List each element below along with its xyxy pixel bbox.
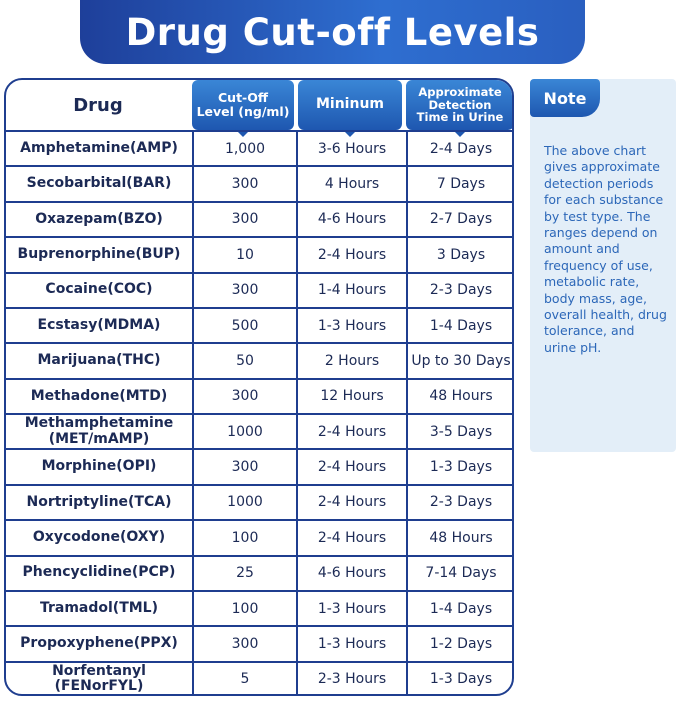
cell-cutoff: 100	[192, 592, 296, 625]
cell-detection: 3 Days	[406, 238, 514, 271]
cell-detection: 48 Hours	[406, 521, 514, 554]
header-cutoff	[192, 80, 294, 130]
drug-name	[52, 664, 146, 695]
drug-name-line: Marijuana(THC)	[37, 352, 161, 369]
cell-detection: 1-3 Days	[406, 663, 514, 696]
drug-name-line: Oxycodone(OXY)	[32, 529, 166, 546]
cell-detection: 1-4 Days	[406, 592, 514, 625]
drug-name	[20, 141, 178, 156]
table-row	[6, 201, 512, 236]
header-minimum	[298, 80, 402, 130]
table-row	[6, 448, 512, 483]
header-detection	[406, 80, 514, 130]
drug-name	[25, 416, 174, 447]
page-title: Drug Cut-off Levels	[125, 10, 540, 54]
drug-name-line: Propoxyphene(PPX)	[20, 635, 178, 652]
cell-drug	[6, 132, 192, 165]
drug-name-line: Norfentanyl	[52, 662, 146, 679]
drug-name	[35, 212, 163, 227]
table-row	[6, 378, 512, 413]
cell-drug	[6, 592, 192, 625]
cell-minimum: 2-4 Hours	[296, 486, 406, 519]
drug-name	[33, 530, 165, 545]
cell-detection: 2-3 Days	[406, 274, 514, 307]
drug-name-line: Methamphetamine	[24, 415, 174, 432]
cell-minimum: 1-4 Hours	[296, 274, 406, 307]
cell-minimum: 2-3 Hours	[296, 663, 406, 696]
cell-detection: 7-14 Days	[406, 557, 514, 590]
cell-minimum: 1-3 Hours	[296, 627, 406, 660]
drug-name	[27, 495, 172, 510]
cell-drug	[6, 344, 192, 377]
cell-detection: 7 Days	[406, 167, 514, 200]
note-box	[530, 79, 676, 452]
table-row	[6, 236, 512, 271]
drug-name-line: Cocaine(COC)	[45, 281, 153, 298]
cell-drug	[6, 167, 192, 200]
cell-detection: 1-4 Days	[406, 309, 514, 342]
cell-minimum: 2 Hours	[296, 344, 406, 377]
drug-name-line: Methadone(MTD)	[30, 387, 168, 404]
table-row	[6, 484, 512, 519]
cell-detection: 48 Hours	[406, 380, 514, 413]
header-detection-line-1: Approximate	[418, 85, 502, 100]
cell-detection: 3-5 Days	[406, 415, 514, 448]
cell-minimum: 4-6 Hours	[296, 203, 406, 236]
cell-detection: 1-3 Days	[406, 450, 514, 483]
table-row	[6, 590, 512, 625]
table-row	[6, 307, 512, 342]
drug-name	[27, 176, 172, 191]
cell-cutoff: 300	[192, 167, 296, 200]
drug-name-line: Oxazepam(BZO)	[35, 210, 163, 227]
cell-cutoff: 1000	[192, 415, 296, 448]
cell-minimum: 1-3 Hours	[296, 592, 406, 625]
cell-drug	[6, 274, 192, 307]
cell-cutoff: 10	[192, 238, 296, 271]
drug-name	[45, 282, 152, 297]
drug-name	[23, 565, 176, 580]
cell-drug	[6, 238, 192, 271]
header-minimum-label: Mininum	[315, 96, 385, 113]
cell-cutoff: 300	[192, 450, 296, 483]
drug-name-line: Amphetamine(AMP)	[20, 139, 178, 156]
cell-drug	[6, 309, 192, 342]
title-banner	[80, 0, 585, 64]
cell-drug	[6, 557, 192, 590]
drug-name	[42, 459, 157, 474]
cell-minimum: 2-4 Hours	[296, 238, 406, 271]
cell-drug	[6, 486, 192, 519]
drug-name	[20, 636, 178, 651]
table-row	[6, 413, 512, 448]
cell-detection: 2-7 Days	[406, 203, 514, 236]
drug-name	[40, 601, 158, 616]
table-row	[6, 625, 512, 660]
drug-name	[31, 389, 168, 404]
cell-detection: Up to 30 Days	[406, 344, 514, 377]
cell-cutoff: 1,000	[192, 132, 296, 165]
table-row	[6, 555, 512, 590]
cell-minimum: 3-6 Hours	[296, 132, 406, 165]
cell-cutoff: 300	[192, 627, 296, 660]
cell-detection: 2-3 Days	[406, 486, 514, 519]
drug-name-line: (FENorFYL)	[54, 678, 144, 695]
table-row	[6, 165, 512, 200]
cell-cutoff: 300	[192, 203, 296, 236]
cell-cutoff: 100	[192, 521, 296, 554]
note-label: Note	[530, 79, 600, 117]
cell-detection: 1-2 Days	[406, 627, 514, 660]
cell-minimum: 2-4 Hours	[296, 450, 406, 483]
drug-name-line: Morphine(OPI)	[41, 458, 157, 475]
drug-name-line: Buprenorphine(BUP)	[17, 246, 181, 263]
cell-drug	[6, 663, 192, 696]
cell-cutoff: 25	[192, 557, 296, 590]
drug-name-line: Phencyclidine(PCP)	[22, 564, 176, 581]
cell-drug	[6, 203, 192, 236]
cell-cutoff: 500	[192, 309, 296, 342]
header-cutoff-line-1: Cut-Off	[218, 90, 268, 106]
cell-drug	[6, 415, 192, 448]
table-row	[6, 272, 512, 307]
drug-name-line: Tramadol(TML)	[39, 599, 159, 616]
cell-cutoff: 300	[192, 380, 296, 413]
drug-table	[4, 78, 514, 696]
table-row	[6, 130, 512, 165]
cell-cutoff: 1000	[192, 486, 296, 519]
table-row	[6, 519, 512, 554]
cell-drug	[6, 380, 192, 413]
cell-drug	[6, 627, 192, 660]
note-text: The above chart gives approximate detection periods for each substance by test type. The ranges depend on amount and frequency of use, metabolic rate, body mass, age, overall health, drug tolerance, and urine pH.	[544, 143, 667, 355]
cell-minimum: 4-6 Hours	[296, 557, 406, 590]
drug-name-line: Ecstasy(MDMA)	[37, 316, 161, 333]
cell-drug	[6, 450, 192, 483]
cell-minimum: 4 Hours	[296, 167, 406, 200]
drug-name-line: Secobarbital(BAR)	[26, 175, 172, 192]
header-cutoff-line-2: Level (ng/ml)	[196, 104, 290, 119]
drug-name	[38, 318, 161, 333]
cell-minimum: 12 Hours	[296, 380, 406, 413]
cell-minimum: 2-4 Hours	[296, 415, 406, 448]
drug-name-line: Nortriptyline(TCA)	[26, 493, 172, 510]
cell-drug	[6, 521, 192, 554]
drug-name	[37, 353, 160, 368]
cell-minimum: 1-3 Hours	[296, 309, 406, 342]
header-detection-line-2: Detection	[428, 97, 492, 112]
cell-cutoff: 5	[192, 663, 296, 696]
cell-minimum: 2-4 Hours	[296, 521, 406, 554]
cell-detection: 2-4 Days	[406, 132, 514, 165]
table-row	[6, 342, 512, 377]
cell-cutoff: 300	[192, 274, 296, 307]
drug-name-line: (MET/mAMP)	[48, 430, 150, 447]
drug-name	[18, 247, 181, 262]
header-detection-line-3: Time in Urine	[416, 110, 504, 125]
cell-cutoff: 50	[192, 344, 296, 377]
header-drug: Drug	[73, 94, 123, 116]
table-row	[6, 661, 512, 696]
